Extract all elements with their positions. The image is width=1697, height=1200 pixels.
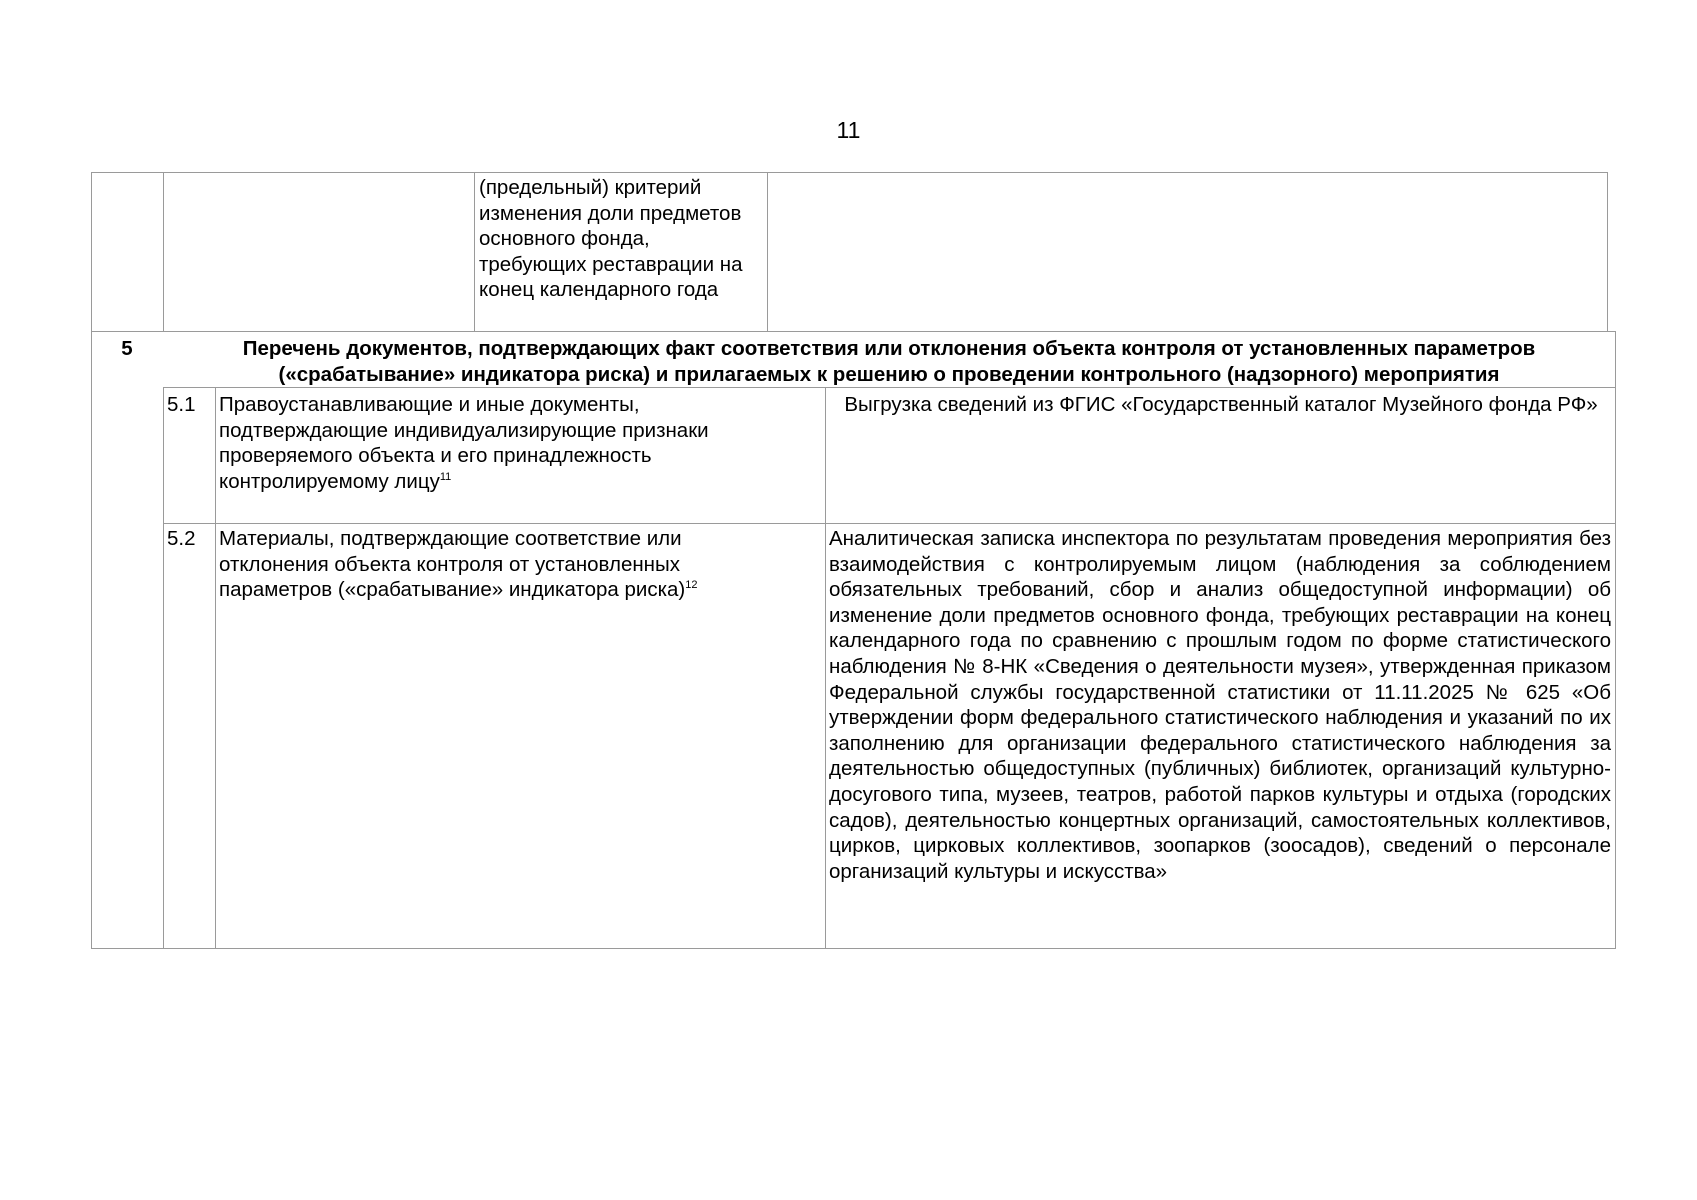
row-number-5-1: 5.1 [167, 393, 196, 416]
col-divider-criterion-right [767, 172, 768, 331]
col-divider-num-top [163, 172, 164, 331]
table-border-left [91, 172, 92, 949]
row-source-5-2: Аналитическая записка инспектора по результатам проведения мероприятия без взаимодействия с контролируемым лицом (наблюдения за соблюдением обязательных требований, сбор и анализ общедоступной информации) об изменение доли предметов основного фонда, требующих реставрации на конец календарного года по сравнению с прошлым годом по форме статистического наблюдения № 8-НК «Сведения о деятельности музея», утвержденная приказом Федеральной службы государственной статистики от 11.11.2025 № 625 «Об утверждении форм федерального статистического наблюдения и указаний по их заполнению для организации федерального статистического наблюдения за деятельностью общедоступных (публичных) библиотек, организаций культурно-досугового типа, музеев, театров, работой парков культуры и отдыха (городских садов), деятельностью концертных организаций, самостоятельных коллективов, цирков, цирковых коллективов, зоопарков (зоосадов), сведений о персонале организаций культуры и искусства» [829, 527, 1611, 883]
criterion-text-cell: (предельный) критерий изменения доли предметов основного фонда, требующих реставрации на конец календарного года [479, 176, 743, 302]
col-divider-num-bottom [163, 387, 164, 949]
row-divider-5-2 [163, 523, 1616, 524]
table-border-right-top [1607, 172, 1608, 331]
table-border-top [91, 172, 1607, 173]
row-number-5-2: 5.2 [167, 527, 196, 550]
col-divider-criterion-left [474, 172, 475, 331]
table-border-right-bottom [1615, 331, 1616, 949]
row-description-text: Материалы, подтверждающие соответствие или отклонения объекта контроля от установленных параметров («срабатывание» индикатора риска) [219, 527, 686, 602]
footnote-ref-12: 12 [685, 579, 698, 592]
section-number: 5 [121, 337, 133, 360]
footnote-ref-11: 11 [439, 470, 452, 483]
col-divider-subnum [215, 387, 216, 949]
row-description-5-2 [219, 526, 764, 603]
row-source-5-1: Выгрузка сведений из ФГИС «Государственный каталог Музейного фонда РФ» [844, 393, 1598, 416]
row-description-5-1 [219, 392, 749, 494]
col-divider-source [825, 387, 826, 949]
table-border-bottom [91, 948, 1616, 949]
page-number: 11 [836, 117, 861, 143]
section-title: Перечень документов, подтверждающих факт соответствия или отклонения объекта контроля от установленных параметров («срабатывание» индикатора риска) и прилагаемых к решению о проведении контрольного (надзорного) мероприятия [242, 337, 1536, 386]
row-description-text: Правоустанавливающие и иные документы, подтверждающие индивидуализирующие признаки проверяемого объекта и его принадлежность контролируемому лицу [219, 393, 709, 493]
row-divider-section5 [91, 331, 1616, 332]
